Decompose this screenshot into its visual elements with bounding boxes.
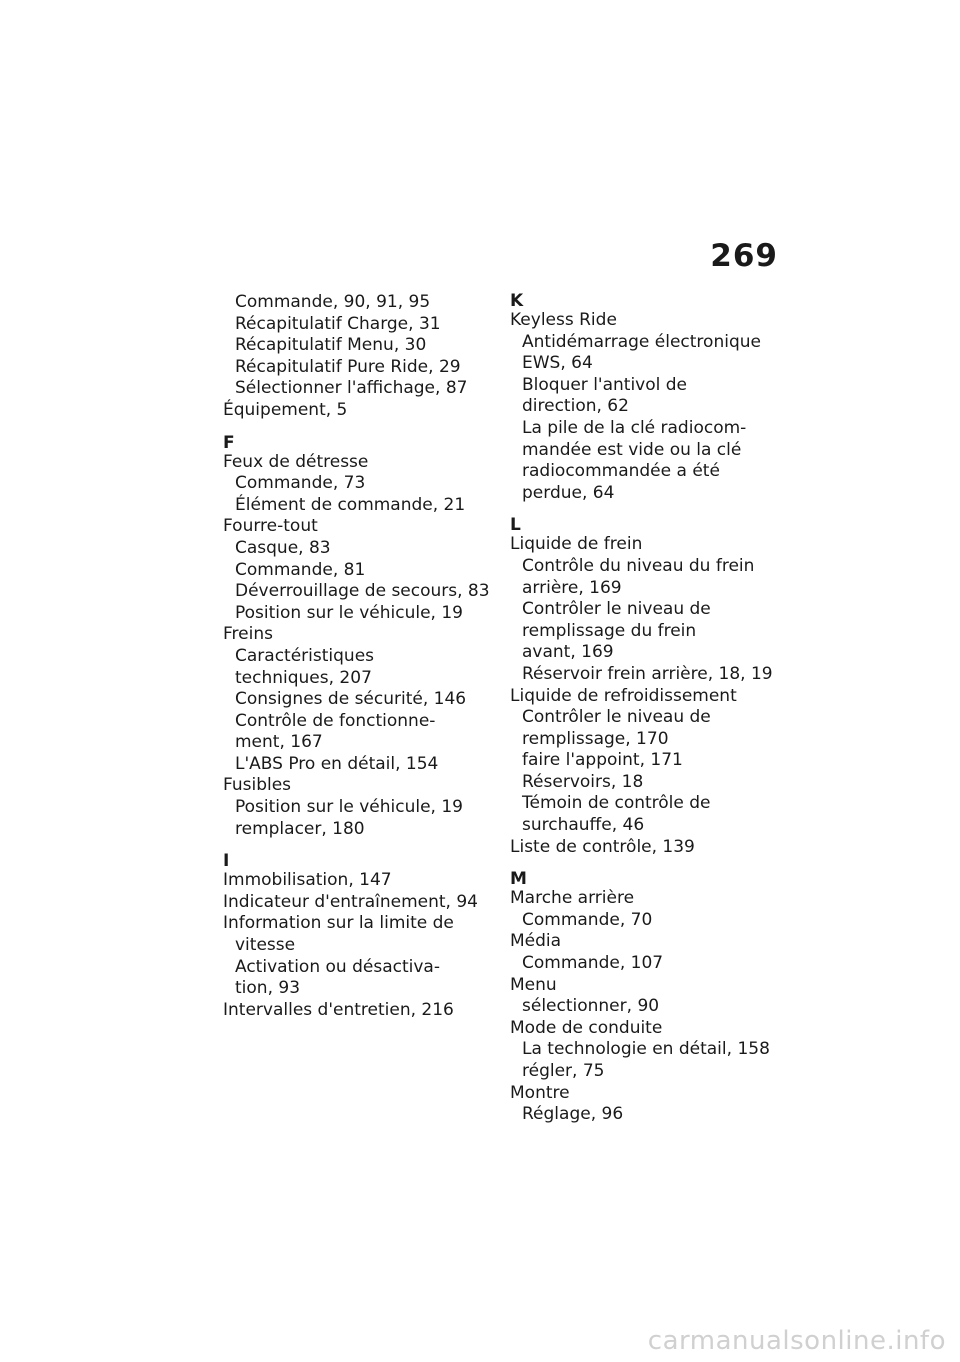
- index-subentry: faire l'appoint, 171: [522, 750, 683, 771]
- index-subentry: Réservoirs, 18: [522, 771, 644, 792]
- index-entry: Information sur la limite de: [223, 913, 454, 934]
- index-subentry: Commande, 107: [522, 953, 664, 974]
- index-letter-heading: F: [223, 432, 235, 453]
- section-gap: [223, 422, 498, 434]
- index-subentry: ment, 167: [235, 732, 323, 753]
- index-subentry: Commande, 73: [235, 473, 366, 494]
- index-letter-heading: I: [223, 851, 230, 872]
- index-entry: Fusibles: [223, 775, 292, 796]
- index-subentry: Récapitulatif Pure Ride, 29: [235, 356, 461, 377]
- index-subentry: L'ABS Pro en détail, 154: [235, 753, 439, 774]
- index-subentry: Commande, 90, 91, 95: [235, 292, 431, 312]
- index-subentry: Activation ou désactiva-: [235, 956, 440, 977]
- index-subentry: La technologie en détail, 158: [522, 1039, 770, 1060]
- index-subentry: Commande, 81: [235, 559, 366, 580]
- index-entry: Liste de contrôle, 139: [510, 836, 695, 857]
- index-subentry: Caractéristiques: [235, 645, 375, 666]
- index-subentry: direction, 62: [522, 396, 629, 417]
- index-entry: Liquide de refroidissement: [510, 685, 737, 706]
- index-letter-heading: K: [510, 291, 524, 311]
- index-subentry: Position sur le véhicule, 19: [235, 602, 463, 623]
- index-entry: Équipement, 5: [223, 399, 348, 420]
- index-subentry: régler, 75: [522, 1061, 605, 1081]
- index-subentry: Déverrouillage de secours, 83: [235, 581, 490, 602]
- index-subentry: techniques, 207: [235, 667, 372, 688]
- index-letter-heading: L: [510, 515, 521, 536]
- index-subentry: sélectionner, 90: [522, 996, 660, 1017]
- index-subentry: vitesse: [235, 935, 296, 956]
- index-subentry: EWS, 64: [522, 353, 593, 374]
- section-gap: [510, 858, 785, 870]
- section-gap: [510, 504, 785, 516]
- index-subentry: Position sur le véhicule, 19: [235, 797, 463, 818]
- index-entry: Fourre-tout: [223, 516, 318, 537]
- index-entry: Liquide de frein: [510, 534, 643, 555]
- index-subentry: tion, 93: [235, 978, 301, 999]
- index-subentry: Consignes de sécurité, 146: [235, 689, 467, 710]
- index-entry: Mode de conduite: [510, 1017, 663, 1038]
- index-subentry: Contrôler le niveau de: [522, 707, 711, 728]
- index-entry: Menu: [510, 974, 557, 995]
- index-entry: Intervalles d'entretien, 216: [223, 999, 454, 1020]
- index-subentry: remplissage du frein: [522, 620, 697, 641]
- index-subentry: Sélectionner l'affichage, 87: [235, 378, 468, 399]
- index-column-right: [510, 292, 785, 1126]
- index-subentry: Réglage, 96: [522, 1104, 624, 1125]
- index-entry: Feux de détresse: [223, 451, 369, 472]
- index-subentry: Contrôle de fonctionne-: [235, 710, 436, 731]
- index-subentry: avant, 169: [522, 642, 614, 663]
- index-entry: Immobilisation, 147: [223, 870, 392, 891]
- index-subentry: Contrôle du niveau du frein: [522, 555, 755, 576]
- index-subentry: surchauffe, 46: [522, 815, 645, 836]
- index-subentry: Récapitulatif Menu, 30: [235, 335, 427, 356]
- index-entry: Indicateur d'entraînement, 94: [223, 891, 478, 912]
- index-entry: Média: [510, 931, 562, 952]
- index-subentry: mandée est vide ou la clé: [522, 439, 742, 460]
- index-subentry: Récapitulatif Charge, 31: [235, 313, 441, 334]
- index-subentry: Antidémarrage électronique: [522, 331, 761, 352]
- index-entry: Keyless Ride: [510, 310, 617, 330]
- watermark: carmanualsonline.info: [647, 1326, 946, 1356]
- index-subentry: La pile de la clé radiocom-: [522, 417, 747, 438]
- index-subentry: radiocommandée a été: [522, 461, 720, 482]
- index-column-left: [223, 292, 498, 1021]
- index-subentry: Bloquer l'antivol de: [522, 374, 688, 395]
- index-entry: Marche arrière: [510, 888, 635, 909]
- page-number: 269: [710, 238, 778, 274]
- index-subentry: Réservoir frein arrière, 18, 19: [522, 663, 773, 684]
- index-subentry: Élément de commande, 21: [235, 494, 466, 515]
- index-letter-heading: M: [510, 869, 527, 890]
- index-subentry: remplacer, 180: [235, 818, 365, 839]
- index-subentry: Témoin de contrôle de: [522, 793, 711, 814]
- index-entry: Montre: [510, 1082, 570, 1103]
- index-entry: Freins: [223, 624, 273, 645]
- index-subentry: Casque, 83: [235, 537, 331, 558]
- index-subentry: arrière, 169: [522, 577, 622, 598]
- index-subentry: Commande, 70: [522, 909, 653, 930]
- index-subentry: Contrôler le niveau de: [522, 599, 711, 620]
- section-gap: [223, 840, 498, 852]
- index-subentry: remplissage, 170: [522, 728, 669, 749]
- index-subentry: perdue, 64: [522, 482, 615, 503]
